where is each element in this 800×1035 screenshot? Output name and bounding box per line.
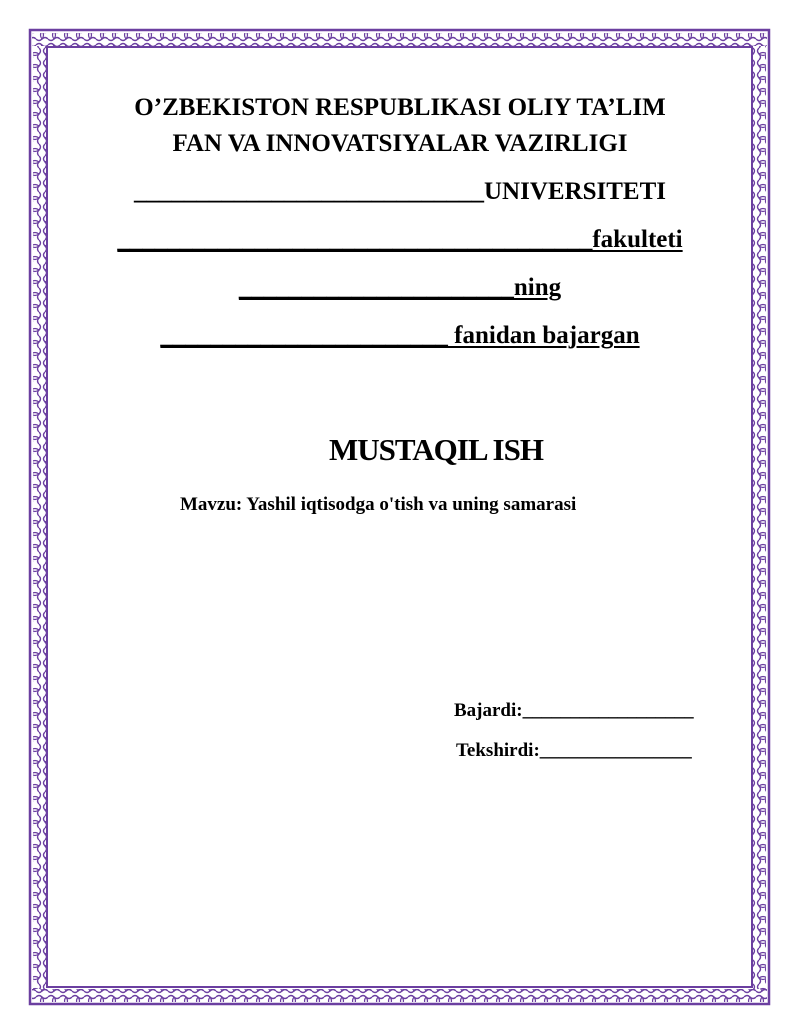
subject-line: _______________________ fanidan bajargan xyxy=(160,322,640,349)
university-line: ____________________________UNIVERSITETI xyxy=(133,178,666,205)
faculty-line: ______________________________________fakulteti xyxy=(117,226,683,253)
ministry-line-2: FAN VA INNOVATSIYALAR VAZIRLIGI xyxy=(172,130,628,157)
checked-by-field: Tekshirdi:________________ xyxy=(456,740,692,761)
title-page xyxy=(52,52,748,982)
document-title: MUSTAQIL ISH xyxy=(329,432,543,467)
ministry-line-1: O’ZBEKISTON RESPUBLIKASI OLIY TA’LIM xyxy=(134,94,666,121)
ning-line: ______________________ning xyxy=(238,274,562,301)
done-by-field: Bajardi:__________________ xyxy=(454,700,694,721)
topic-line: Mavzu: Yashil iqtisodga o'tish va uning samarasi xyxy=(180,494,577,515)
